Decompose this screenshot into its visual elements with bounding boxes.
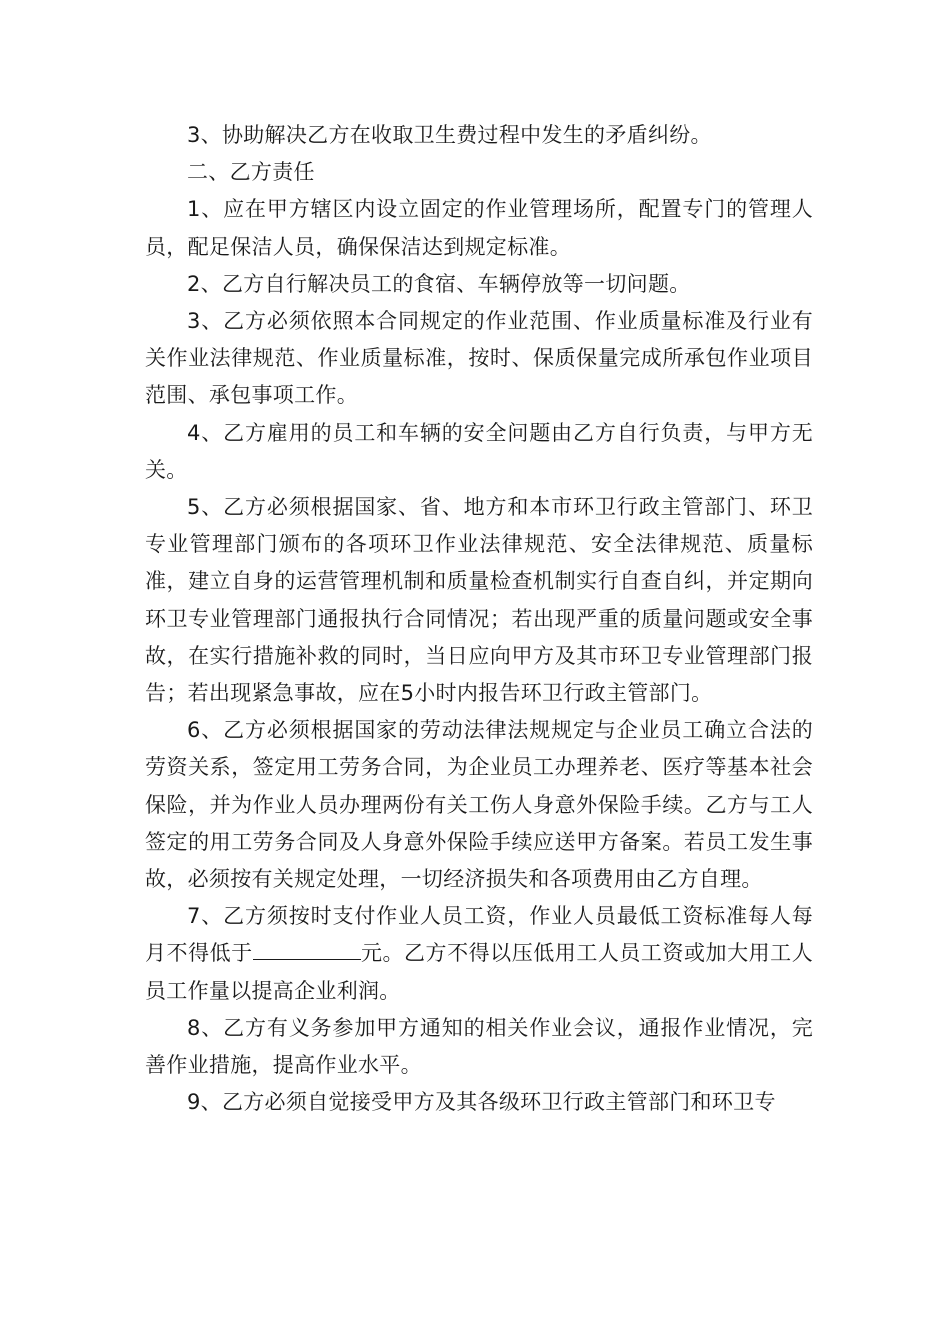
paragraph-b-7 — [145, 898, 813, 1010]
paragraph-b-2: 2、乙方自行解决员工的食宿、车辆停放等一切问题。 — [187, 271, 691, 296]
paragraph-b-9: 9、乙方必须自觉接受甲方及其各级环卫行政主管部门和环卫专 — [187, 1090, 776, 1115]
section-heading-party-b: 二、乙方责任 — [187, 160, 315, 185]
paragraph-b-1: 1、应在甲方辖区内设立固定的作业管理场所，配置专门的管理人员，配足保洁人员，确保保洁达到规定标准。 — [145, 197, 813, 259]
paragraph-b-8: 8、乙方有义务参加甲方通知的相关作业会议，通报作业情况，完善作业措施，提高作业水平。 — [145, 1015, 813, 1078]
paragraph-b-4: 4、乙方雇用的员工和车辆的安全问题由乙方自行负责，与甲方无关。 — [145, 420, 813, 482]
paragraph-b-5: 5、乙方必须根据国家、省、地方和本市环卫行政主管部门、环卫专业管理部门颁布的各项环卫作业法律规范、安全法律规范、质量标准，建立自身的运营管理机制和质量检查机制实行自查自纠，并定期向环卫专业管理部门通报执行合同情况；若出现严重的质量问题或安全事故，在实行措施补救的同时，当日应向甲方及其市环卫专业管理部门报告；若出现紧急事故，应在5小时内报告环卫行政主管部门。 — [145, 495, 813, 706]
paragraph-b-6: 6、乙方必须根据国家的劳动法律法规规定与企业员工确立合法的劳资关系，签定用工劳务合同，为企业员工办理养老、医疗等基本社会保险，并为作业人员办理两份有关工伤人身意外保险手续。乙方与工人签定的用工劳务合同及人身意外保险手续应送甲方备案。若员工发生事故，必须按有关规定处理，一切经济损失和各项费用由乙方自理。 — [145, 718, 813, 892]
wage-blank-field[interactable] — [253, 935, 361, 960]
paragraph-b-3: 3、乙方必须依照本合同规定的作业范围、作业质量标准及行业有关作业法律规范、作业质量标准，按时、保质保量完成所承包作业项目范围、承包事项工作。 — [145, 309, 813, 408]
paragraph-b-7-after: 元。乙方不得以压低用工人员工资或加大用工人员工作量以提高企业利润。 — [145, 941, 813, 1003]
paragraph-item-3-dispute: 3、协助解决乙方在收取卫生费过程中发生的矛盾纠纷。 — [187, 123, 712, 147]
document-body — [145, 117, 813, 1121]
paragraph-b-7-before: 7、乙方须按时支付作业人员工资，作业人员最低工资标准每人每月不得低于 — [145, 904, 813, 966]
